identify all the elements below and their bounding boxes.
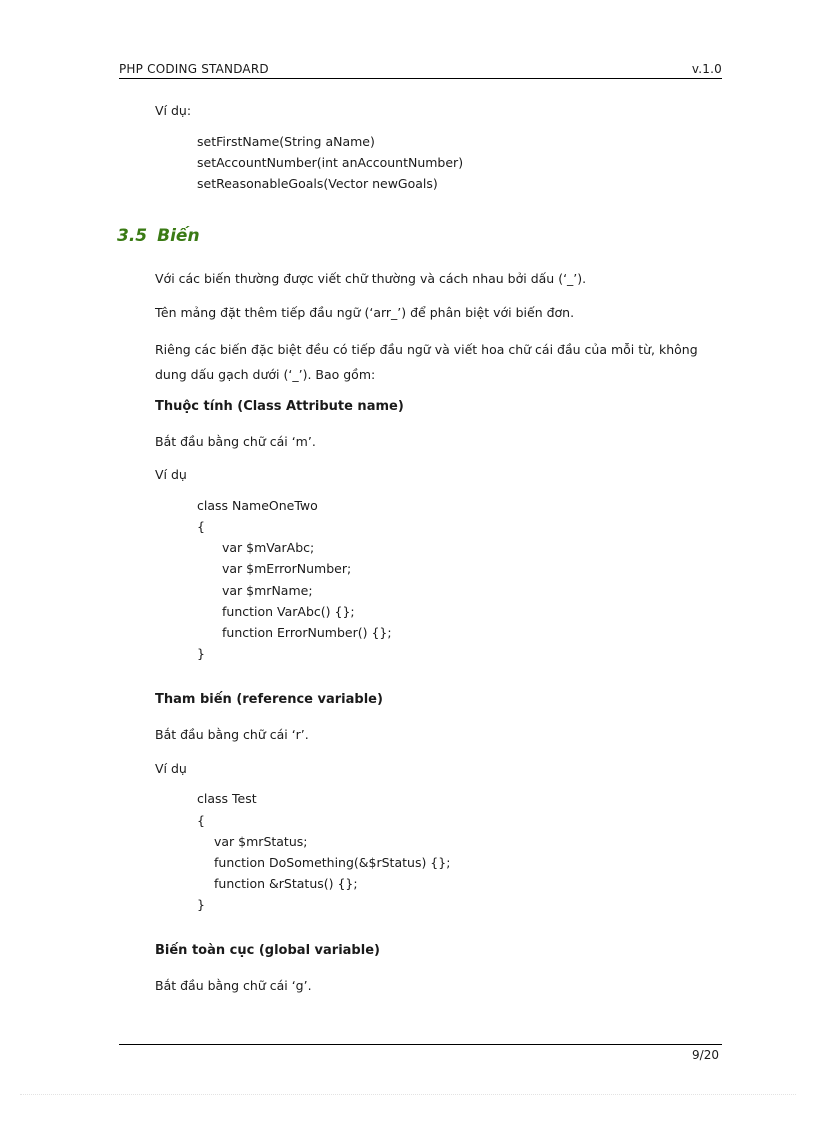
subheading-global: Biến toàn cục (global variable)	[155, 943, 380, 958]
code-line: var $mVarAbc;	[222, 540, 315, 555]
code-line: {	[197, 813, 205, 828]
page-edge-divider	[20, 1094, 796, 1095]
section-number: 3.5	[117, 226, 148, 246]
subheading-reference: Tham biến (reference variable)	[155, 692, 383, 707]
page-number: 9/20	[692, 1048, 719, 1062]
code-line: var $mErrorNumber;	[222, 561, 352, 576]
code-line: setReasonableGoals(Vector newGoals)	[197, 176, 438, 191]
code-line: class Test	[197, 791, 257, 806]
code-line: function DoSomething(&$rStatus) {};	[214, 855, 451, 870]
paragraph: Tên mảng đặt thêm tiếp đầu ngữ (‘arr_’) để phân biệt với biến đơn.	[155, 305, 575, 320]
example-label: Ví dụ	[155, 467, 187, 482]
section-heading	[117, 226, 210, 246]
header-title: PHP CODING STANDARD	[119, 62, 269, 76]
example-label: Ví dụ:	[155, 103, 192, 118]
code-line: setFirstName(String aName)	[197, 134, 375, 149]
paragraph: Riêng các biến đặc biệt đều có tiếp đầu ngữ và viết hoa chữ cái đầu của mỗi từ, không dung dấu gạch dưới (‘_’). Bao gồm:	[155, 342, 698, 382]
code-line: }	[197, 646, 205, 661]
footer-rule	[119, 1044, 722, 1045]
code-line: function ErrorNumber() {};	[222, 625, 392, 640]
code-line: }	[197, 897, 205, 912]
page-header	[119, 60, 722, 79]
subheading-attribute: Thuộc tính (Class Attribute name)	[155, 399, 404, 414]
reference-desc: Bắt đầu bằng chữ cái ‘r’.	[155, 727, 309, 742]
code-line: var $mrName;	[222, 583, 313, 598]
code-line: function VarAbc() {};	[222, 604, 355, 619]
paragraph: Với các biến thường được viết chữ thường và cách nhau bởi dấu (‘_’).	[155, 271, 587, 286]
example-label: Ví dụ	[155, 761, 187, 776]
attribute-desc: Bắt đầu bằng chữ cái ‘m’.	[155, 434, 316, 449]
code-line: {	[197, 519, 205, 534]
code-line: var $mrStatus;	[214, 834, 308, 849]
code-line: class NameOneTwo	[197, 498, 318, 513]
header-version: v.1.0	[691, 62, 722, 76]
code-line: setAccountNumber(int anAccountNumber)	[197, 155, 464, 170]
code-line: function &rStatus() {};	[214, 876, 358, 891]
section-title: Biến	[157, 226, 200, 246]
global-desc: Bắt đầu bằng chữ cái ‘g’.	[155, 978, 312, 993]
